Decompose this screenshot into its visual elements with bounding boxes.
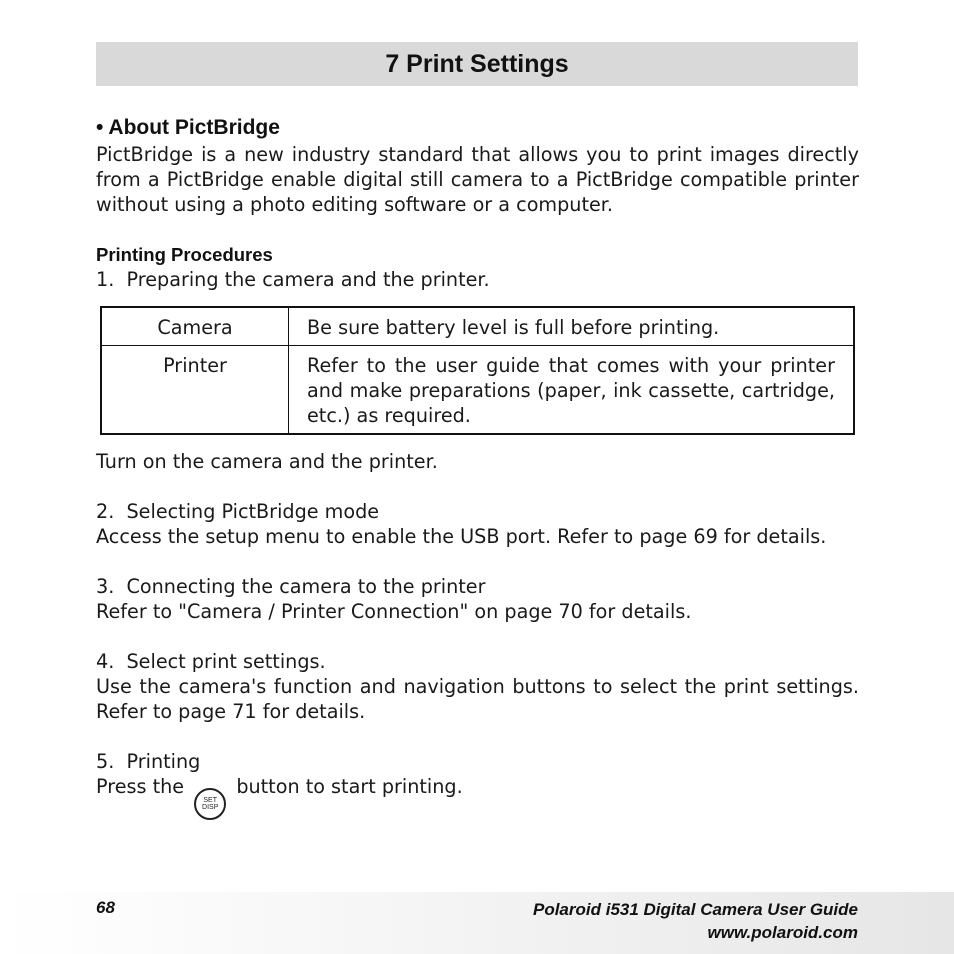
- disp-label: DISP: [202, 804, 219, 811]
- table-row: [101, 346, 854, 435]
- footer-info: [533, 898, 858, 944]
- step4-body: Use the camera's function and navigation buttons to select the print settings. Refer to page 71 for details.: [96, 675, 859, 723]
- spacer: [96, 624, 859, 649]
- table-cell-instruction: Be sure battery level is full before printing.: [289, 307, 855, 346]
- table-cell-device: Printer: [101, 346, 289, 435]
- page-footer: [0, 892, 954, 954]
- step2-body: Access the setup menu to enable the USB port. Refer to page 69 for details.: [96, 525, 827, 548]
- step1-title: 1. Preparing the camera and the printer.: [96, 268, 490, 291]
- guide-title: Polaroid i531 Digital Camera User Guide: [532, 900, 858, 919]
- step4-title: 4. Select print settings.: [96, 650, 326, 673]
- procedures-heading: Printing Procedures: [96, 244, 273, 265]
- step1-note: Turn on the camera and the printer.: [96, 450, 438, 473]
- main-content: [96, 114, 859, 820]
- spacer: [96, 549, 859, 574]
- spacer: [96, 217, 859, 242]
- step5-title: 5. Printing: [96, 750, 201, 773]
- step2-title: 2. Selecting PictBridge mode: [96, 500, 380, 523]
- about-heading: • About PictBridge: [96, 116, 280, 139]
- section-title-bar: [96, 42, 858, 86]
- step3-title: 3. Connecting the camera to the printer: [96, 575, 486, 598]
- table-cell-instruction: Refer to the user guide that comes with your printer and make preparations (paper, ink cassette, cartridge, etc.) as required.: [289, 346, 855, 435]
- step5-body: [96, 774, 859, 820]
- spacer: [96, 474, 859, 499]
- page-number: 68: [96, 898, 115, 917]
- table-cell-device: Camera: [101, 307, 289, 346]
- set-disp-button-icon: [194, 788, 226, 820]
- spacer: [96, 435, 859, 449]
- website-link[interactable]: www.polaroid.com: [707, 923, 858, 942]
- spacer: [96, 724, 859, 749]
- set-label: SET: [203, 797, 218, 804]
- step5-text-before: Press the: [96, 775, 185, 798]
- table-row: [101, 307, 854, 346]
- step3-body: Refer to "Camera / Printer Connection" on page 70 for details.: [96, 600, 692, 623]
- step5-text-after: button to start printing.: [236, 775, 463, 798]
- preparation-table: [100, 306, 855, 435]
- about-body: PictBridge is a new industry standard that allows you to print images directly from a PictBridge enable digital still camera to a PictBridge compatible printer without using a photo editing software or a computer.: [96, 143, 859, 216]
- page-title: 7 Print Settings: [385, 49, 569, 78]
